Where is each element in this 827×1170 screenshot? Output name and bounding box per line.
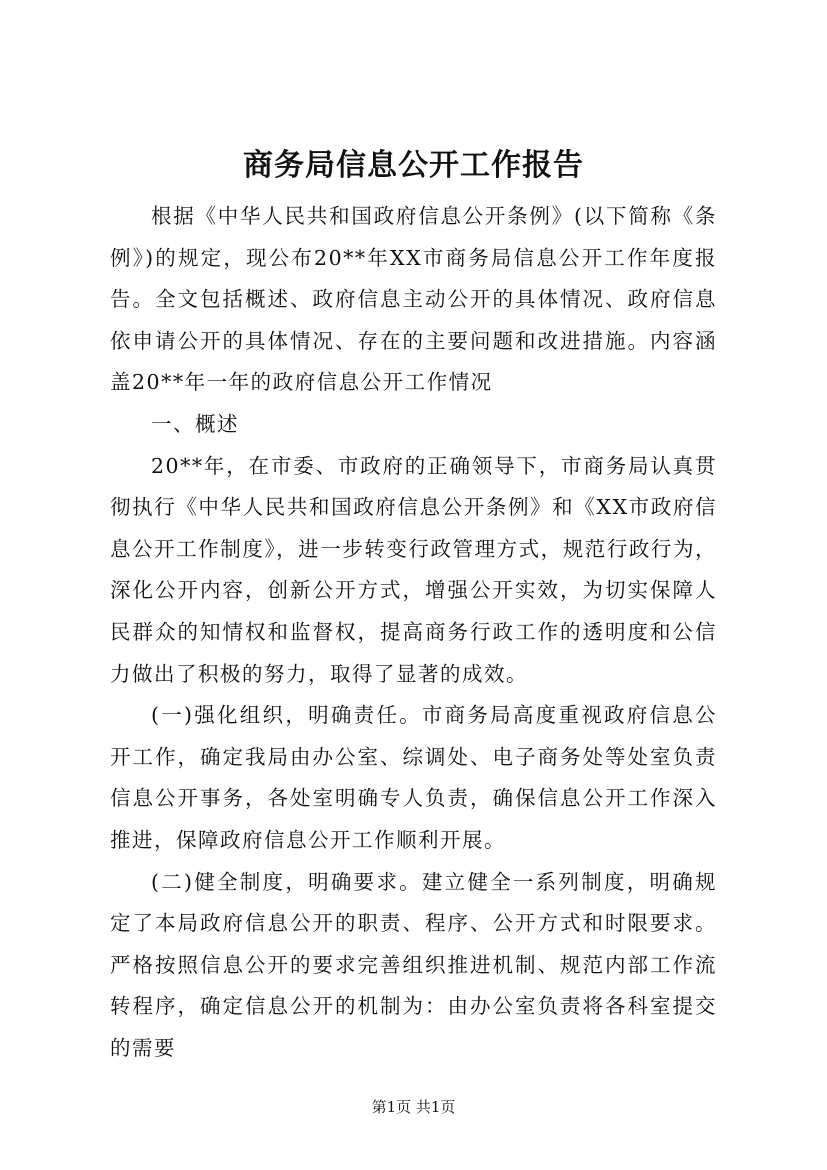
section-heading-overview: 一、概述 bbox=[151, 411, 239, 436]
document-title: 商务局信息公开工作报告 bbox=[243, 148, 584, 183]
page-footer: 第1页 共1页 bbox=[371, 1098, 456, 1116]
paragraph-intro: 根据《中华人民共和国政府信息公开条例》(以下简称《条例》)的规定，现公布20**年XX市商务局信息公开工作年度报告。全文包括概述、政府信息主动公开的具体情况、政府信息依申请公开的具体情况、存在的主要问题和改进措施。内容涵盖20**年一年的政府信息公开工作情况 bbox=[110, 204, 717, 395]
document-body bbox=[110, 196, 717, 1069]
paragraph-system: (二)健全制度，明确要求。建立健全一系列制度，明确规定了本局政府信息公开的职责、程序、公开方式和时限要求。严格按照信息公开的要求完善组织推进机制、规范内部工作流转程序，确定信息公开的机制为：由办公室负责将各科室提交的需要 bbox=[110, 869, 717, 1060]
paragraph-overview: 20**年，在市委、市政府的正确领导下，市商务局认真贯彻执行《中华人民共和国政府信息公开条例》和《XX市政府信息公开工作制度》，进一步转变行政管理方式，规范行政行为，深化公开内容，创新公开方式，增强公开实效，为切实保障人民群众的知情权和监督权，提高商务行政工作的透明度和公信力做出了积极的努力，取得了显著的成效。 bbox=[110, 453, 717, 686]
paragraph-organization: (一)强化组织，明确责任。市商务局高度重视政府信息公开工作，确定我局由办公室、综调处、电子商务处等处室负责信息公开事务，各处室明确专人负责，确保信息公开工作深入推进，保障政府信息公开工作顺利开展。 bbox=[110, 703, 717, 852]
